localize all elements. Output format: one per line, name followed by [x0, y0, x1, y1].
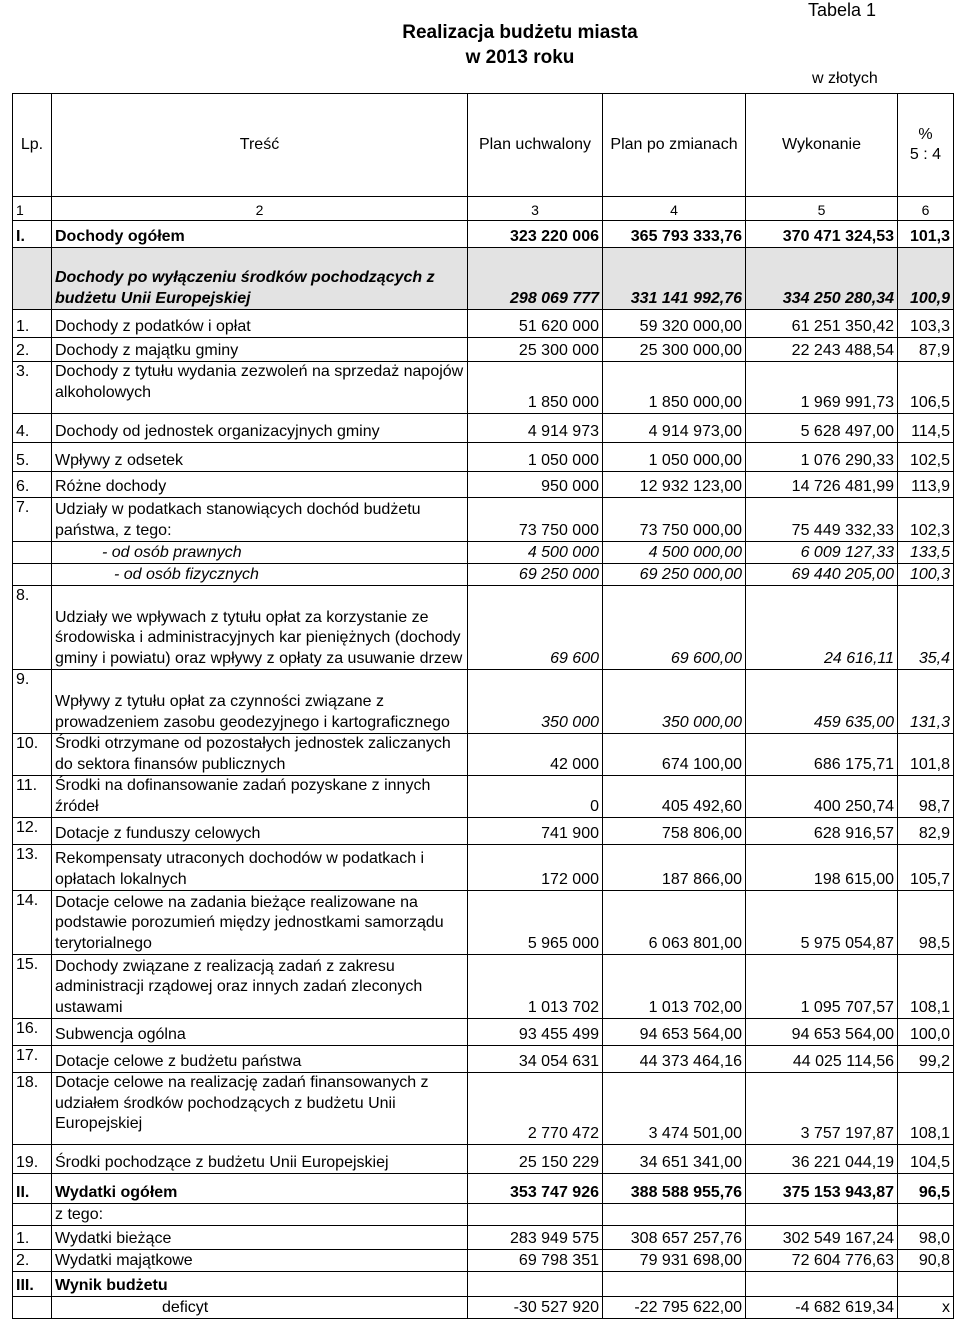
row-wykonanie: 94 653 564,00 [746, 1019, 898, 1046]
col-number: 1 [13, 197, 52, 221]
row-lp [13, 542, 52, 564]
table-row [13, 472, 954, 498]
row-plan: 1 050 000 [468, 443, 603, 472]
table-row-sub [13, 564, 954, 586]
row-lp: III. [13, 1272, 52, 1297]
row-lp: I. [13, 221, 52, 248]
row-wykonanie: 334 250 280,34 [746, 248, 898, 310]
row-pct: 113,9 [898, 472, 954, 498]
row-name: Dotacje celowe z budżetu państwa [52, 1046, 468, 1073]
row-name: Wydatki ogółem [52, 1174, 468, 1204]
row-pct: 90,8 [898, 1250, 954, 1272]
row-zmiany: 34 651 341,00 [603, 1145, 746, 1174]
row-plan: 298 069 777 [468, 248, 603, 310]
row-lp: 2. [13, 338, 52, 362]
row-wykonanie: 75 449 332,33 [746, 498, 898, 542]
row-lp: 17. [13, 1046, 52, 1073]
row-zmiany: 674 100,00 [603, 734, 746, 776]
row-zmiany: 25 300 000,00 [603, 338, 746, 362]
table-header-row [13, 94, 954, 197]
row-plan: 283 949 575 [468, 1226, 603, 1250]
row-plan: 0 [468, 776, 603, 818]
col-wykonanie-header: Wykonanie [746, 94, 898, 197]
table-row-sub [13, 542, 954, 564]
row-plan: 950 000 [468, 472, 603, 498]
row-pct: 99,2 [898, 1046, 954, 1073]
table-row [13, 734, 954, 776]
table-row [13, 1073, 954, 1145]
row-lp: 7. [13, 498, 52, 542]
row-plan: 93 455 499 [468, 1019, 603, 1046]
row-wykonanie: 22 243 488,54 [746, 338, 898, 362]
row-pct: 106,5 [898, 362, 954, 414]
row-zmiany: 3 474 501,00 [603, 1073, 746, 1145]
table-row [13, 498, 954, 542]
row-name: Środki na dofinansowanie zadań pozyskane z innych źródeł [52, 776, 468, 818]
col-plan-uchwalony-header: Plan uchwalony [468, 94, 603, 197]
row-wykonanie: 69 440 205,00 [746, 564, 898, 586]
row-lp: 1. [13, 1226, 52, 1250]
table-row [13, 310, 954, 338]
row-wykonanie: 1 095 707,57 [746, 955, 898, 1019]
table-row [13, 891, 954, 955]
row-lp: 12. [13, 818, 52, 845]
row-zmiany: 59 320 000,00 [603, 310, 746, 338]
row-pct: 98,5 [898, 891, 954, 955]
table-row [13, 955, 954, 1019]
row-name: Wydatki majątkowe [52, 1250, 468, 1272]
row-zmiany: 6 063 801,00 [603, 891, 746, 955]
col-lp-header: Lp. [13, 94, 52, 197]
document-title [340, 20, 700, 70]
row-name: Środki pochodzące z budżetu Unii Europejskiej [52, 1145, 468, 1174]
row-wykonanie: 36 221 044,19 [746, 1145, 898, 1174]
row-wykonanie: -4 682 619,34 [746, 1297, 898, 1319]
row-zmiany: 1 013 702,00 [603, 955, 746, 1019]
row-name: Dochody po wyłączeniu środków pochodzących z budżetu Unii Europejskiej [52, 248, 468, 310]
row-name: Różne dochody [52, 472, 468, 498]
table-row-bez-ue [13, 248, 954, 310]
row-plan: 5 965 000 [468, 891, 603, 955]
empty-cell [746, 1272, 898, 1297]
col-number: 3 [468, 197, 603, 221]
col-number: 2 [52, 197, 468, 221]
row-name: Dotacje celowe na realizację zadań finansowanych z udziałem środków pochodzących z budżetu Unii Europejskiej [52, 1073, 468, 1145]
row-plan: 172 000 [468, 845, 603, 891]
row-lp [13, 564, 52, 586]
row-pct: 102,5 [898, 443, 954, 472]
row-plan: 323 220 006 [468, 221, 603, 248]
row-plan: 69 250 000 [468, 564, 603, 586]
empty-cell [603, 1272, 746, 1297]
row-pct: 105,7 [898, 845, 954, 891]
row-wykonanie: 1 076 290,33 [746, 443, 898, 472]
row-pct: 96,5 [898, 1174, 954, 1204]
table-label: Tabela 1 [808, 0, 877, 20]
title-line-1: Realizacja budżetu miasta [402, 22, 638, 43]
row-name: Dochody związane z realizacją zadań z zakresu administracji rządowej oraz innych zadań zleconych ustawami [52, 955, 468, 1019]
row-plan: 34 054 631 [468, 1046, 603, 1073]
row-pct: 114,5 [898, 414, 954, 443]
row-name: deficyt [52, 1297, 468, 1319]
row-wykonanie: 400 250,74 [746, 776, 898, 818]
table-row [13, 818, 954, 845]
row-wykonanie: 5 628 497,00 [746, 414, 898, 443]
row-name: Dochody ogółem [52, 221, 468, 248]
row-zmiany: 69 250 000,00 [603, 564, 746, 586]
row-lp: II. [13, 1174, 52, 1204]
row-pct: 108,1 [898, 955, 954, 1019]
row-pct: 87,9 [898, 338, 954, 362]
row-wykonanie: 72 604 776,63 [746, 1250, 898, 1272]
budget-table [12, 93, 954, 1319]
row-lp: 18. [13, 1073, 52, 1145]
row-pct: 35,4 [898, 586, 954, 670]
table-row [13, 1019, 954, 1046]
row-name: Udziały w podatkach stanowiących dochód budżetu państwa, z tego: [52, 498, 468, 542]
row-name: Wydatki bieżące [52, 1226, 468, 1250]
row-pct: 98,0 [898, 1226, 954, 1250]
row-plan: -30 527 920 [468, 1297, 603, 1319]
row-pct: 101,3 [898, 221, 954, 248]
table-row [13, 414, 954, 443]
row-zmiany: 365 793 333,76 [603, 221, 746, 248]
table-row [13, 443, 954, 472]
row-name: Dochody od jednostek organizacyjnych gminy [52, 414, 468, 443]
row-pct: 100,0 [898, 1019, 954, 1046]
row-wykonanie: 628 916,57 [746, 818, 898, 845]
row-lp: 11. [13, 776, 52, 818]
row-lp: 2. [13, 1250, 52, 1272]
row-lp: 1. [13, 310, 52, 338]
table-row [13, 1145, 954, 1174]
row-name: z tego: [52, 1204, 468, 1226]
row-plan: 741 900 [468, 818, 603, 845]
table-row-wydatki-ogolem [13, 1174, 954, 1204]
row-zmiany: 79 931 698,00 [603, 1250, 746, 1272]
table-row [13, 362, 954, 414]
row-plan: 1 850 000 [468, 362, 603, 414]
row-plan: 4 500 000 [468, 542, 603, 564]
empty-cell [468, 1272, 603, 1297]
empty-cell [603, 1204, 746, 1226]
empty-cell [898, 1204, 954, 1226]
table-row [13, 1226, 954, 1250]
row-plan: 51 620 000 [468, 310, 603, 338]
table-row [13, 845, 954, 891]
row-plan: 353 747 926 [468, 1174, 603, 1204]
row-name: Wpływy z odsetek [52, 443, 468, 472]
row-zmiany: 308 657 257,76 [603, 1226, 746, 1250]
row-wykonanie: 3 757 197,87 [746, 1073, 898, 1145]
row-wykonanie: 686 175,71 [746, 734, 898, 776]
row-zmiany: 758 806,00 [603, 818, 746, 845]
row-name: Dochody z podatków i opłat [52, 310, 468, 338]
row-pct: 100,3 [898, 564, 954, 586]
col-tresc-header: Treść [52, 94, 468, 197]
row-pct: 103,3 [898, 310, 954, 338]
row-name: Wynik budżetu [52, 1272, 468, 1297]
row-lp [13, 1204, 52, 1226]
row-zmiany: 94 653 564,00 [603, 1019, 746, 1046]
column-number-row [13, 197, 954, 221]
row-name: Udziały we wpływach z tytułu opłat za korzystanie ze środowiska i administracyjnych kar pieniężnych (dochody gminy i powiatu) oraz wpływy z opłaty za usuwanie drzew [52, 586, 468, 670]
row-wykonanie: 61 251 350,42 [746, 310, 898, 338]
row-name: Środki otrzymane od pozostałych jednostek zaliczanych do sektora finansów publicznych [52, 734, 468, 776]
title-line-2: w 2013 roku [465, 47, 575, 68]
row-name: Wpływy z tytułu opłat za czynności związane z prowadzeniem zasobu geodezyjnego i kartograficznego [52, 670, 468, 734]
pct-formula: 5 : 4 [909, 146, 942, 163]
row-lp: 9. [13, 670, 52, 734]
row-name: Dochody z majątku gminy [52, 338, 468, 362]
row-zmiany: 44 373 464,16 [603, 1046, 746, 1073]
row-plan: 1 013 702 [468, 955, 603, 1019]
row-pct: 131,3 [898, 670, 954, 734]
row-zmiany: 331 141 992,76 [603, 248, 746, 310]
col-plan-po-zmianach-header: Plan po zmianach [603, 94, 746, 197]
row-plan: 4 914 973 [468, 414, 603, 443]
row-wykonanie: 24 616,11 [746, 586, 898, 670]
row-wykonanie: 302 549 167,24 [746, 1226, 898, 1250]
table-row-dochody-ogolem [13, 221, 954, 248]
row-name: Subwencja ogólna [52, 1019, 468, 1046]
row-wykonanie: 14 726 481,99 [746, 472, 898, 498]
row-zmiany: 1 850 000,00 [603, 362, 746, 414]
row-lp: 6. [13, 472, 52, 498]
row-plan: 73 750 000 [468, 498, 603, 542]
col-number: 4 [603, 197, 746, 221]
row-name: Dotacje celowe na zadania bieżące realizowane na podstawie porozumień między jednostkami samorządu terytorialnego [52, 891, 468, 955]
pct-symbol: % [918, 125, 933, 143]
row-lp: 8. [13, 586, 52, 670]
col-number: 6 [898, 197, 954, 221]
row-name: Dochody z tytułu wydania zezwoleń na sprzedaż napojów alkoholowych [52, 362, 468, 414]
row-plan: 25 300 000 [468, 338, 603, 362]
row-plan: 2 770 472 [468, 1073, 603, 1145]
table-row [13, 1250, 954, 1272]
table-row-wynik [13, 1272, 954, 1297]
row-lp: 16. [13, 1019, 52, 1046]
row-name: - od osób fizycznych [52, 564, 468, 586]
row-zmiany: 69 600,00 [603, 586, 746, 670]
row-lp: 10. [13, 734, 52, 776]
row-wykonanie: 198 615,00 [746, 845, 898, 891]
row-pct: 108,1 [898, 1073, 954, 1145]
row-pct: 102,3 [898, 498, 954, 542]
row-zmiany: 388 588 955,76 [603, 1174, 746, 1204]
row-zmiany: 405 492,60 [603, 776, 746, 818]
row-zmiany: 187 866,00 [603, 845, 746, 891]
row-name: - od osób prawnych [52, 542, 468, 564]
table-row [13, 776, 954, 818]
row-lp [13, 1297, 52, 1319]
row-plan: 42 000 [468, 734, 603, 776]
row-lp: 13. [13, 845, 52, 891]
row-name: Rekompensaty utraconych dochodów w podatkach i opłatach lokalnych [52, 845, 468, 891]
row-wykonanie: 1 969 991,73 [746, 362, 898, 414]
row-wykonanie: 6 009 127,33 [746, 542, 898, 564]
units-label: w złotych [812, 70, 878, 87]
row-wykonanie: 5 975 054,87 [746, 891, 898, 955]
table-row-deficyt [13, 1297, 954, 1319]
row-zmiany: 12 932 123,00 [603, 472, 746, 498]
row-pct: 133,5 [898, 542, 954, 564]
row-lp: 14. [13, 891, 52, 955]
row-zmiany: -22 795 622,00 [603, 1297, 746, 1319]
row-pct: 104,5 [898, 1145, 954, 1174]
row-pct: 100,9 [898, 248, 954, 310]
row-zmiany: 4 914 973,00 [603, 414, 746, 443]
row-wykonanie: 375 153 943,87 [746, 1174, 898, 1204]
row-lp: 5. [13, 443, 52, 472]
row-pct: 101,8 [898, 734, 954, 776]
row-wykonanie: 44 025 114,56 [746, 1046, 898, 1073]
row-zmiany: 4 500 000,00 [603, 542, 746, 564]
row-lp [13, 248, 52, 310]
table-row [13, 586, 954, 670]
col-pct-header [898, 94, 954, 197]
row-pct: 82,9 [898, 818, 954, 845]
col-number: 5 [746, 197, 898, 221]
row-pct: 98,7 [898, 776, 954, 818]
row-plan: 69 798 351 [468, 1250, 603, 1272]
row-name: Dotacje z funduszy celowych [52, 818, 468, 845]
row-lp: 4. [13, 414, 52, 443]
table-row [13, 1046, 954, 1073]
row-zmiany: 73 750 000,00 [603, 498, 746, 542]
row-pct: x [898, 1297, 954, 1319]
row-plan: 350 000 [468, 670, 603, 734]
row-zmiany: 1 050 000,00 [603, 443, 746, 472]
row-wykonanie: 459 635,00 [746, 670, 898, 734]
row-lp: 19. [13, 1145, 52, 1174]
empty-cell [898, 1272, 954, 1297]
table-row-z-tego [13, 1204, 954, 1226]
empty-cell [746, 1204, 898, 1226]
table-row [13, 338, 954, 362]
row-zmiany: 350 000,00 [603, 670, 746, 734]
row-plan: 69 600 [468, 586, 603, 670]
row-wykonanie: 370 471 324,53 [746, 221, 898, 248]
empty-cell [468, 1204, 603, 1226]
row-lp: 3. [13, 362, 52, 414]
table-row [13, 670, 954, 734]
row-lp: 15. [13, 955, 52, 1019]
row-plan: 25 150 229 [468, 1145, 603, 1174]
